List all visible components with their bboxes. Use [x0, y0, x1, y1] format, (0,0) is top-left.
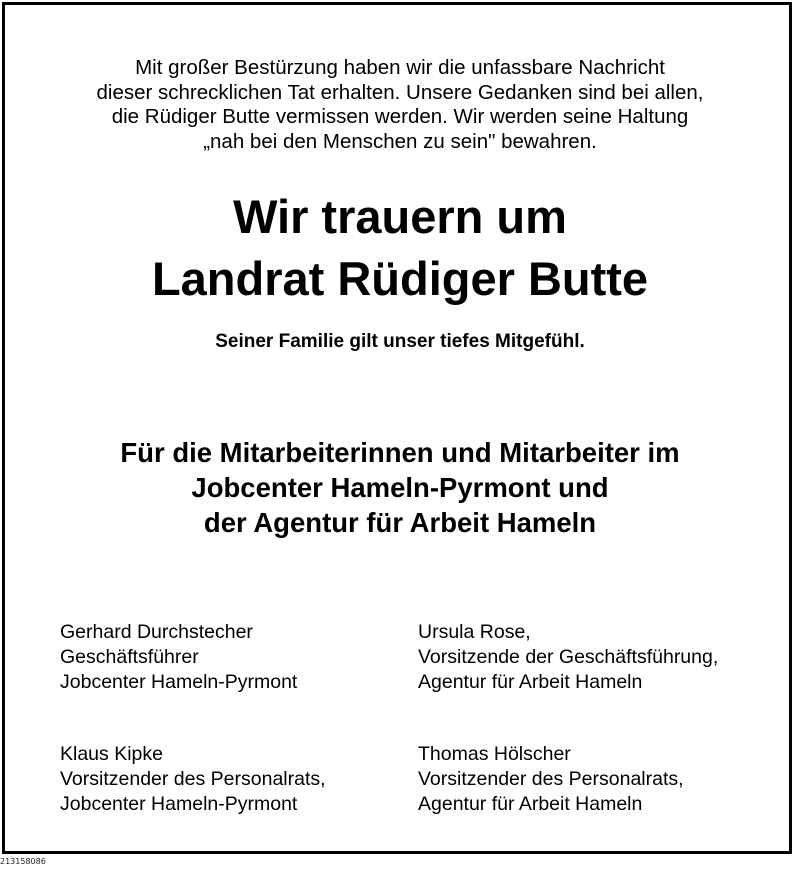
- signatory-org: Jobcenter Hameln-Pyrmont: [60, 671, 298, 693]
- intro-line: „nah bei den Menschen zu sein" bewahren.: [203, 129, 597, 153]
- headline: [0, 186, 800, 310]
- headline-line: Wir trauern um: [233, 190, 567, 243]
- intro-line: die Rüdiger Butte vermissen werden. Wir werden seine Haltung: [111, 105, 689, 128]
- headline-line: Landrat Rüdiger Butte: [151, 252, 649, 305]
- signatory-role: Vorsitzender des Personalrats,: [60, 768, 326, 790]
- intro-line: Mit großer Bestürzung haben wir die unfassbare Nachricht: [135, 56, 665, 79]
- organization-block: [0, 435, 800, 540]
- signatory: [60, 742, 326, 817]
- organization-line: der Agentur für Arbeit Hameln: [203, 507, 597, 538]
- intro-text: [0, 56, 800, 154]
- signatory-org: Agentur für Arbeit Hameln: [418, 671, 643, 693]
- organization-line: Für die Mitarbeiterinnen und Mitarbeiter im: [120, 437, 680, 468]
- signatory-role: Vorsitzende der Geschäftsführung,: [418, 646, 719, 668]
- signatory-org: Jobcenter Hameln-Pyrmont: [60, 793, 298, 815]
- signatory: [60, 620, 297, 695]
- organization-line: Jobcenter Hameln-Pyrmont und: [191, 472, 609, 503]
- signatory-name: Gerhard Durchstecher: [60, 621, 253, 643]
- signatory-role: Geschäftsführer: [60, 646, 199, 668]
- signatory-org: Agentur für Arbeit Hameln: [418, 793, 643, 815]
- signatory-name: Ursula Rose,: [418, 621, 531, 643]
- reference-number: 213158086: [0, 857, 46, 866]
- signatory-role: Vorsitzender des Personalrats,: [418, 768, 684, 790]
- condolence-line: Seiner Familie gilt unser tiefes Mitgefühl.: [215, 331, 585, 352]
- signatory: [418, 620, 718, 695]
- signatory-name: Klaus Kipke: [60, 743, 163, 765]
- intro-line: dieser schrecklichen Tat erhalten. Unsere Gedanken sind bei allen,: [96, 80, 704, 104]
- signatory: [418, 742, 684, 817]
- signatory-name: Thomas Hölscher: [418, 743, 571, 765]
